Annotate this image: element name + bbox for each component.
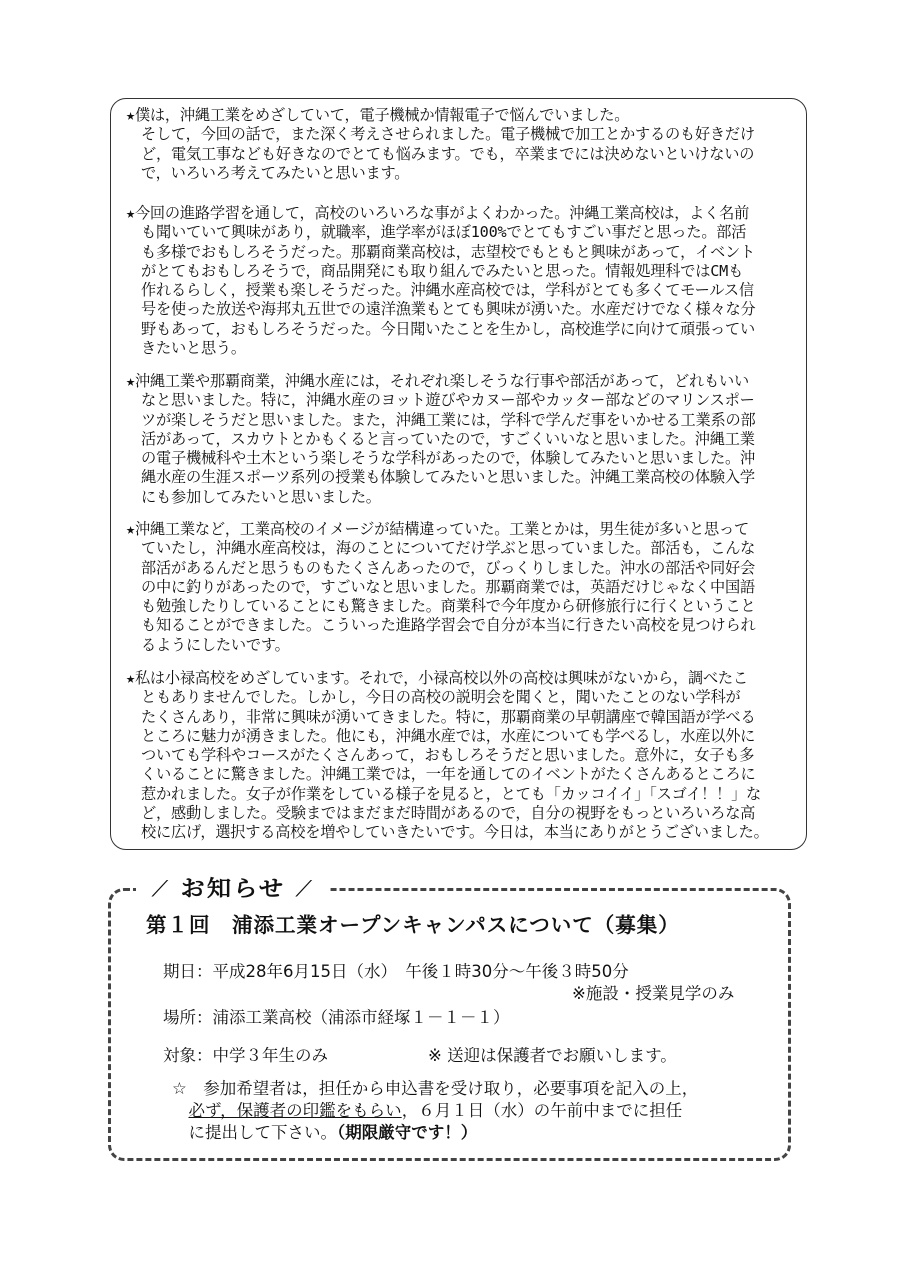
comment-line: ★沖縄工業や那覇商業，沖縄水産には，それぞれ楽しそうな行事や部活があって，どれもいい [126,372,749,390]
comment-line: たくさんあり，非常に興味が湧いてきました。特に，那覇商業の早朝講座で韓国語が学べる [126,707,756,726]
comment-line: 号を使った放送や海邦丸五世での遠洋漁業もとても興味が湧いた。水産だけでなく様々な分 [126,300,756,319]
req-line-1: ☆ 参加希望者は，担任から申込書を受け取り，必要事項を記入の上， [172,1079,699,1098]
comment-line: 野もあって，おもしろそうだった。今日聞いたことを生かし，高校進学に向けて頑張ってい [126,319,756,338]
comment-line: の中に釣りがあったので，すごいなと思いました。那覇商業では，英語だけじゃなく中国語 [126,577,756,596]
comment-line: ★僕は，沖縄工業をめざしていて，電子機械か情報電子で悩んでいました。 [126,106,630,124]
comment-line: 惹かれました。女子が作業をしている様子を見ると，とても「カッコイイ」「スゴイ！！」な [126,784,762,803]
comment-line: くいることに驚きました。沖縄工業では，一年を通してのイベントがたくさんあるところに [126,765,756,784]
comment-line: ツが楽しそうだと思いました。また，沖縄工業には，学科で学んだ事をいかせる工業系の部 [126,410,756,429]
comment-line: 縄水産の生涯スポーツ系列の授業も体験してみたいと思いました。沖縄工業高校の体験入学 [126,468,755,487]
comment-line: がとてもおもしろそうで，商品開発にも取り組んでみたいと思った。情報処理科ではCMも [126,261,744,280]
date-note: ※施設・授業見学のみ [572,984,735,1003]
comment-line: の電子機械科や土木という楽しそうな学科があったので，体験してみたいと思いました。沖 [126,449,756,468]
comment-line: 作れるらしく，授業も楽しそうだった。沖縄水産高校では，学科がとても多くてモールス信 [126,281,754,300]
comment-line: 校に広げ，選択する高校を増やしていきたいです。今日は，本当にありがとうございました。 [126,823,769,842]
comment-line: も聞いていて興味があり，就職率，進学率がほぼ100%でとてもすごい事だと思った。部活 [126,223,747,242]
req-underlined: 必ず，保護者の印鑑をもらい [188,1101,402,1120]
comment-line: なと思いました。特に，沖縄水産のヨット遊びやカヌー部やカッター部などのマリンスポー [126,391,755,410]
comment-4 [126,520,798,655]
notice-heading-text: お知らせ [180,877,286,902]
notice-title: 第１回 浦添工業オープンキャンパスについて（募集） [146,913,680,937]
comment-line: にも参加してみたいと思いました。 [126,487,381,506]
comment-line: ★沖縄工業など，工業高校のイメージが結構違っていた。工業とかは，男生徒が多いと思って [126,520,749,538]
comment-line: ど，電気工事なども好きなのでとても悩みます。でも，卒業までには決めないといけないの [126,144,755,163]
comment-line: で，いろいろ考えてみたいと思います。 [126,163,410,182]
comment-line: きたいと思う。 [126,339,246,358]
comment-line: ついても学科やコースがたくさんあって，おもしろそうだと思いました。意外に，女子も多 [126,746,755,765]
place-line: 場所：浦添工業高校（浦添市経塚１－１－１） [163,1008,510,1027]
req-line-3: に提出して下さい。 [188,1123,337,1142]
target-note: ※ 送迎は保護者でお願いします。 [428,1046,677,1065]
comment-line: ところに魅力が湧きました。他にも，沖縄水産では，水産についても学べるし，水産以外に [126,726,756,745]
comment-line: ていたし，沖縄水産高校は，海のことについてだけ学ぶと思っていました。部活も，こんな [126,539,756,558]
comment-line: るようにしたいです。 [126,635,290,654]
comment-5 [126,669,798,843]
comment-line: ど，感動しました。受験まではまだまだ時間があるので，自分の視野をもっといろいろな高 [126,804,756,823]
comment-line: も勉強したりしていることにも驚きました。商業科で今年度から研修旅行に行くということ [126,597,756,616]
req-indent [172,1101,189,1120]
comment-2 [126,204,798,358]
notice-heading [136,872,330,903]
heading-ornament-right: ⟋ [285,877,315,902]
comment-line: ★今回の進路学習を通して，高校のいろいろな事がよくわかった。沖縄工業高校は，よく名前 [126,204,750,222]
heading-ornament-left: ⟋ [151,877,181,902]
target-line: 対象：中学３年生のみ [163,1046,328,1065]
comment-line: そして，今回の話で，また深く考えさせられました。電子機械で加工とかするのも好きだけ [126,125,755,144]
comment-3 [126,372,798,507]
requirements [172,1078,698,1144]
req-line-2-rest: ，６月１日（水）の午前中までに担任 [401,1101,683,1120]
comment-line: ともありませんでした。しかし，今日の高校の説明会を聞くと，聞いたことのない学科が [126,688,741,707]
comment-1 [126,106,798,183]
req-indent [172,1123,189,1142]
comment-line: も知ることができました。こういった進路学習会で自分が本当に行きたい高校を見つけられ [126,616,756,635]
comment-line: ★私は小禄高校をめざしています。それで，小禄高校以外の高校は興味がないから，調べたこ [126,669,748,687]
comment-line: 部活があるんだと思うものもたくさんあったので，びっくりしました。沖水の部活や同好会 [126,558,756,577]
comment-line: も多様でおもしろそうだった。那覇商業高校は，志望校でもともと興味があって，イベント [126,242,756,261]
comment-line: 活があって，スカウトとかもくると言っていたので，すごくいいなと思いました。沖縄工業 [126,429,755,448]
date-line: 期日：平成28年6月15日（水） 午後１時30分〜午後３時50分 [163,962,629,981]
req-deadline-strong: （期限厳守です！） [337,1123,478,1142]
